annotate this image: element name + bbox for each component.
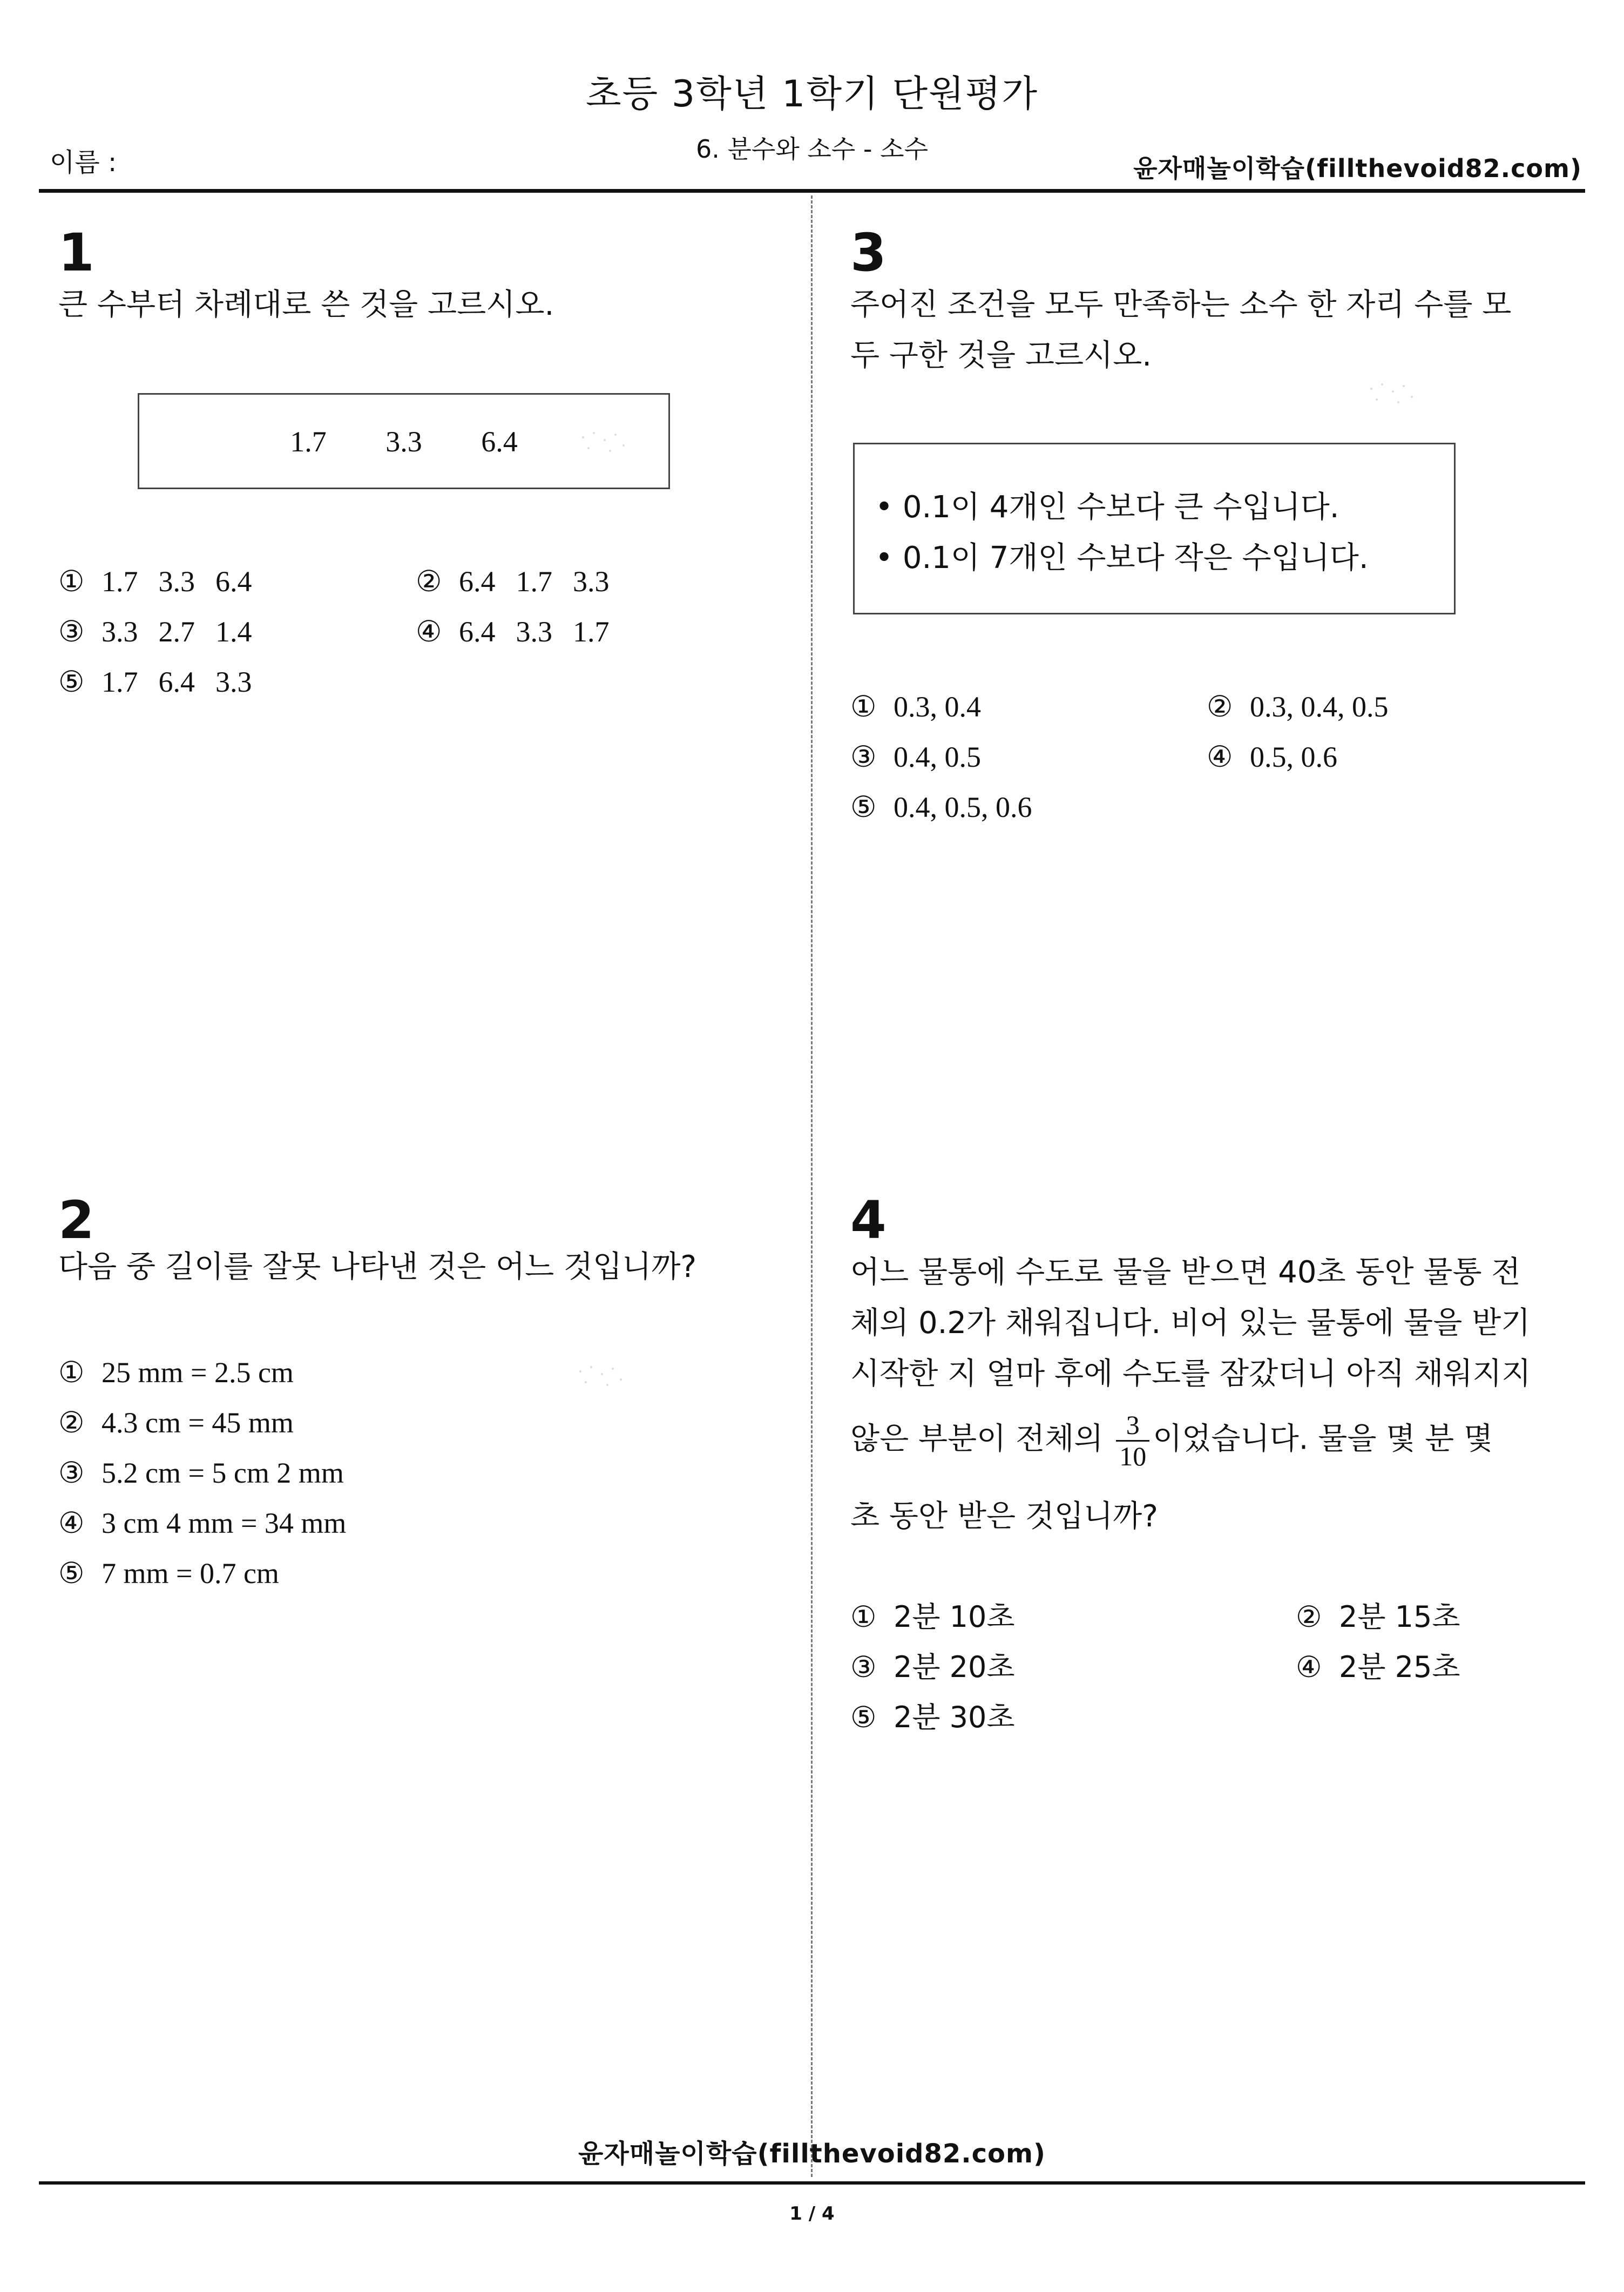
question-4-option-5[interactable]: ⑤ 2분 30초: [850, 1700, 1015, 1734]
question-1-text: 큰 수부터 차례대로 쓴 것을 고르시오.: [58, 287, 554, 322]
option-mark: ③: [850, 741, 877, 773]
question-1-option-4[interactable]: ④ 6.4 3.3 1.7: [416, 616, 610, 648]
question-4-option-4[interactable]: ④ 2분 25초: [1296, 1650, 1460, 1684]
question-3-condition-box: [853, 443, 1456, 614]
option-mark: ⑤: [850, 1701, 877, 1734]
page-number: 1 / 4: [789, 2203, 835, 2225]
header-rule: [39, 189, 1585, 193]
question-1-option-1[interactable]: ① 1.7 3.3 6.4: [58, 565, 252, 598]
question-3-option-2[interactable]: ② 0.3, 0.4, 0.5: [1207, 691, 1389, 723]
option-mark: ②: [1207, 691, 1233, 723]
question-2-option-1[interactable]: ① 25 mm = 2.5 cm: [58, 1356, 294, 1389]
fraction-numerator: 3: [1116, 1410, 1149, 1442]
box-value: 1.7: [290, 425, 327, 458]
box-value: 3.3: [385, 425, 422, 458]
brand-header: 윤자매놀이학습(fillthevoid82.com): [1133, 154, 1582, 183]
option-mark: ⑤: [58, 666, 85, 698]
question-3-number: 3: [850, 222, 887, 283]
option-mark: ③: [58, 616, 85, 648]
option-mark: ②: [416, 565, 442, 598]
option-mark: ④: [1207, 741, 1233, 773]
question-4-text-line-5: 초 동안 받은 것입니까?: [850, 1499, 1158, 1534]
brand-footer: 윤자매놀이학습(fillthevoid82.com): [578, 2139, 1046, 2169]
question-3-option-3[interactable]: ③ 0.4, 0.5: [850, 741, 981, 773]
fraction: [1116, 1410, 1149, 1471]
question-4-text-line-4: 않은 부분이 전체의 $\frac{3}{10}$ 이었습니다. 물을 몇 분 몇: [850, 1410, 1493, 1471]
question-4-option-3[interactable]: ③ 2분 20초: [850, 1650, 1015, 1684]
question-3-option-4[interactable]: ④ 0.5, 0.6: [1207, 741, 1337, 773]
option-mark: ④: [58, 1507, 85, 1539]
footer-rule: [39, 2181, 1585, 2185]
question-2-option-3[interactable]: ③ 5.2 cm = 5 cm 2 mm: [58, 1457, 344, 1489]
question-3-option-5[interactable]: ⑤ 0.4, 0.5, 0.6: [850, 791, 1032, 823]
option-mark: ⑤: [850, 791, 877, 823]
question-2-option-2[interactable]: ② 4.3 cm = 45 mm: [58, 1407, 294, 1439]
option-mark: ③: [850, 1651, 877, 1683]
option-mark: ③: [58, 1457, 85, 1489]
question-4-number: 4: [850, 1190, 887, 1250]
name-label: 이름 :: [50, 147, 117, 178]
question-4-option-2[interactable]: ② 2분 15초: [1296, 1600, 1460, 1634]
option-mark: ④: [416, 616, 442, 648]
question-3-text-line-1: 주어진 조건을 모두 만족하는 소수 한 자리 수를 모: [850, 287, 1512, 322]
question-2-text: 다음 중 길이를 잘못 나타낸 것은 어느 것입니까?: [58, 1249, 697, 1284]
option-mark: ①: [58, 565, 85, 598]
question-2-option-5[interactable]: ⑤ 7 mm = 0.7 cm: [58, 1557, 279, 1590]
question-4-text-line-1: 어느 물통에 수도로 물을 받으면 40초 동안 물통 전: [850, 1255, 1521, 1290]
fraction-denominator: 10: [1119, 1441, 1147, 1471]
watermark-icon: [570, 1361, 629, 1393]
option-mark: ②: [58, 1407, 85, 1439]
question-1-option-5[interactable]: ⑤ 1.7 6.4 3.3: [58, 666, 252, 698]
option-mark: ②: [1296, 1601, 1322, 1633]
page-subtitle: 6. 분수와 소수 - 소수: [695, 134, 929, 164]
condition-item: • 0.1이 7개인 수보다 작은 수입니다.: [875, 540, 1369, 576]
option-mark: ①: [850, 691, 877, 723]
page-title: 초등 3학년 1학기 단원평가: [585, 73, 1039, 116]
watermark-icon: [1361, 378, 1420, 410]
question-2-number: 2: [58, 1190, 94, 1250]
option-mark: ④: [1296, 1651, 1322, 1683]
box-value: 6.4: [481, 425, 518, 458]
question-3-text-line-2: 두 구한 것을 고르시오.: [850, 338, 1152, 373]
watermark-icon: [572, 427, 632, 459]
option-mark: ①: [850, 1601, 877, 1633]
question-3-option-1[interactable]: ① 0.3, 0.4: [850, 691, 981, 723]
condition-item: • 0.1이 4개인 수보다 큰 수입니다.: [875, 490, 1339, 525]
option-mark: ①: [58, 1356, 85, 1389]
question-4-text-line-2: 체의 0.2가 채워집니다. 비어 있는 물통에 물을 받기: [850, 1306, 1531, 1341]
question-4-option-1[interactable]: ① 2분 10초: [850, 1600, 1015, 1634]
option-mark: ⑤: [58, 1557, 85, 1590]
question-1-option-3[interactable]: ③ 3.3 2.7 1.4: [58, 616, 252, 648]
question-4-text-line-3: 시작한 지 얼마 후에 수도를 잠갔더니 아직 채워지지: [850, 1356, 1531, 1391]
question-1-option-2[interactable]: ② 6.4 1.7 3.3: [416, 565, 610, 598]
column-divider: [811, 195, 813, 2177]
question-2-option-4[interactable]: ④ 3 cm 4 mm = 34 mm: [58, 1507, 347, 1539]
question-1-number: 1: [58, 222, 94, 283]
